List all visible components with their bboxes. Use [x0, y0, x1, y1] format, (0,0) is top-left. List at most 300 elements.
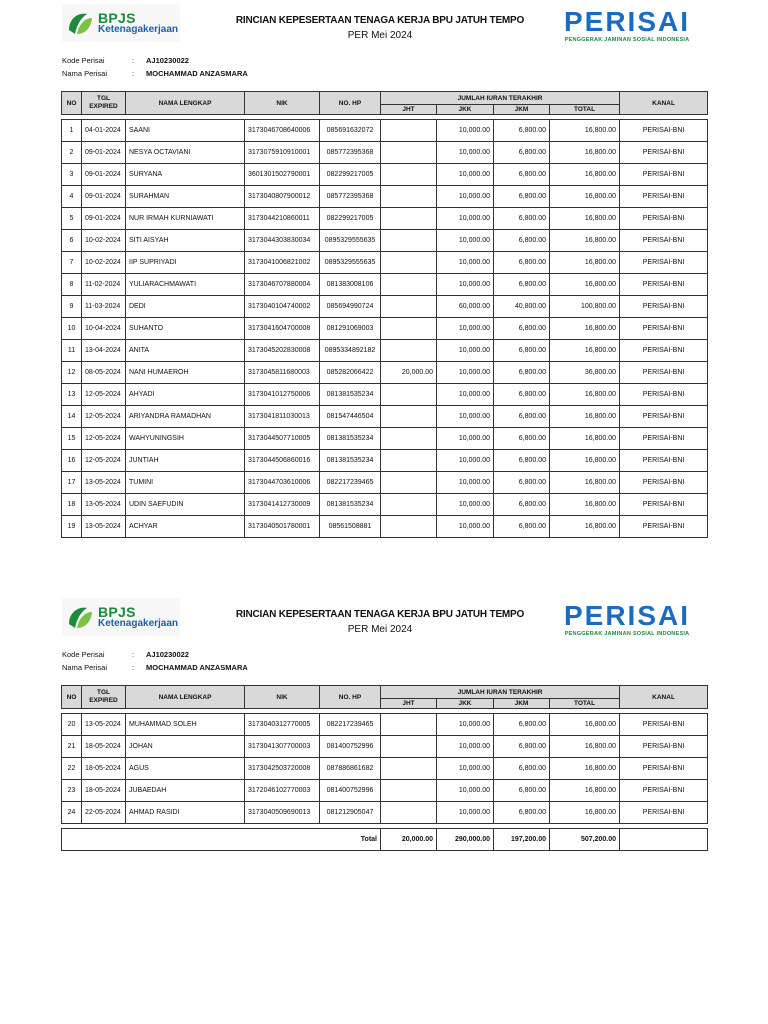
row-no: 9	[62, 296, 82, 318]
row-jkk: 10,000.00	[437, 406, 494, 428]
row-tgl: 12-05-2024	[82, 384, 126, 406]
row-tgl: 10-02-2024	[82, 252, 126, 274]
table-row	[62, 186, 708, 208]
row-kanal: PERISAI-BNI	[620, 186, 708, 208]
row-jkk: 10,000.00	[437, 780, 494, 802]
row-tgl: 11-03-2024	[82, 296, 126, 318]
row-nama: NESYA OCTAVIANI	[126, 142, 245, 164]
table-row	[62, 714, 708, 736]
row-nama: AGUS	[126, 758, 245, 780]
row-jht	[381, 758, 437, 780]
row-nama: SUHANTO	[126, 318, 245, 340]
row-hp: 081547446504	[320, 406, 381, 428]
row-no: 10	[62, 318, 82, 340]
row-hp: 082299217005	[320, 164, 381, 186]
bpjs-sub: Ketenagakerjaan	[98, 24, 179, 35]
row-kanal: PERISAI-BNI	[620, 516, 708, 538]
row-jkm: 6,800.00	[494, 384, 550, 406]
table-row	[62, 340, 708, 362]
col-jht-header: JHT	[381, 105, 437, 115]
row-tgl: 09-01-2024	[82, 186, 126, 208]
row-total: 16,800.00	[550, 252, 620, 274]
row-no: 3	[62, 164, 82, 186]
row-jkk: 10,000.00	[437, 472, 494, 494]
row-total: 16,800.00	[550, 406, 620, 428]
page-subtitle: PER Mei 2024	[347, 30, 413, 41]
row-total: 16,800.00	[550, 472, 620, 494]
row-jkm: 6,800.00	[494, 780, 550, 802]
row-hp: 081381535234	[320, 428, 381, 450]
row-total: 16,800.00	[550, 428, 620, 450]
row-nama: JUBAEDAH	[126, 780, 245, 802]
row-kanal: PERISAI-BNI	[620, 362, 708, 384]
row-jkk: 10,000.00	[437, 186, 494, 208]
row-nama: ARIYANDRA RAMADHAN	[126, 406, 245, 428]
bpjs-sub: Ketenagakerjaan	[98, 618, 179, 629]
row-jkm: 6,800.00	[494, 736, 550, 758]
row-nama: JUNTIAH	[126, 450, 245, 472]
row-no: 4	[62, 186, 82, 208]
nama-label: Nama Perisai	[62, 663, 108, 672]
row-nama: NANI HUMAEROH	[126, 362, 245, 384]
row-hp: 0895334892182	[320, 340, 381, 362]
row-no: 19	[62, 516, 82, 538]
row-total: 16,800.00	[550, 164, 620, 186]
row-nik: 3173045811680003	[245, 362, 320, 384]
row-jht: 20,000.00	[381, 362, 437, 384]
row-jkm: 6,800.00	[494, 120, 550, 142]
row-no: 24	[62, 802, 82, 824]
col-total-header: TOTAL	[550, 699, 620, 709]
row-nik: 3173041604700008	[245, 318, 320, 340]
col-iuran-header: JUMLAH IURAN TERAKHIR	[381, 92, 620, 105]
row-jkk: 10,000.00	[437, 494, 494, 516]
row-total: 16,800.00	[550, 186, 620, 208]
row-nama: AHYADI	[126, 384, 245, 406]
row-nama: IIP SUPRIYADI	[126, 252, 245, 274]
col-jkk-header: JKK	[437, 105, 494, 115]
row-jkm: 6,800.00	[494, 318, 550, 340]
row-nama: SAANI	[126, 120, 245, 142]
row-nama: JOHAN	[126, 736, 245, 758]
row-nik: 3173040312770005	[245, 714, 320, 736]
row-nama: ACHYAR	[126, 516, 245, 538]
row-tgl: 13-05-2024	[82, 494, 126, 516]
row-jkk: 10,000.00	[437, 428, 494, 450]
perisai-logo-word: PERISAI	[563, 6, 691, 37]
row-jkk: 10,000.00	[437, 120, 494, 142]
row-total: 16,800.00	[550, 340, 620, 362]
row-total: 16,800.00	[550, 230, 620, 252]
row-nik: 3173040104740002	[245, 296, 320, 318]
row-jkk: 10,000.00	[437, 362, 494, 384]
row-tgl: 10-02-2024	[82, 230, 126, 252]
table-row	[62, 428, 708, 450]
row-nik: 3173044303830034	[245, 230, 320, 252]
row-hp: 085282066422	[320, 362, 381, 384]
nama-separator: :	[132, 663, 135, 672]
row-hp: 081400752996	[320, 780, 381, 802]
row-nik: 3173040807900012	[245, 186, 320, 208]
row-jht	[381, 736, 437, 758]
row-jkm: 6,800.00	[494, 516, 550, 538]
row-total: 100,800.00	[550, 296, 620, 318]
table-body-2	[62, 714, 708, 851]
nama-perisai-line	[62, 663, 248, 672]
row-no: 20	[62, 714, 82, 736]
row-jkk: 10,000.00	[437, 164, 494, 186]
row-nama: SURAHMAN	[126, 186, 245, 208]
table-row	[62, 164, 708, 186]
nama-label: Nama Perisai	[62, 69, 108, 78]
row-jkk: 10,000.00	[437, 142, 494, 164]
row-nik: 3173046708640006	[245, 120, 320, 142]
row-jkm: 6,800.00	[494, 142, 550, 164]
row-total: 16,800.00	[550, 384, 620, 406]
kode-value: AJ10230022	[146, 56, 189, 65]
row-nik: 3173041006821002	[245, 252, 320, 274]
row-total: 16,800.00	[550, 516, 620, 538]
row-total: 16,800.00	[550, 274, 620, 296]
row-kanal: PERISAI-BNI	[620, 252, 708, 274]
row-jkm: 6,800.00	[494, 230, 550, 252]
row-tgl: 22-05-2024	[82, 802, 126, 824]
row-total: 16,800.00	[550, 758, 620, 780]
row-no: 11	[62, 340, 82, 362]
row-tgl: 13-05-2024	[82, 714, 126, 736]
row-no: 13	[62, 384, 82, 406]
row-tgl: 12-05-2024	[82, 428, 126, 450]
row-nik: 3173042503720008	[245, 758, 320, 780]
row-kanal: PERISAI-BNI	[620, 714, 708, 736]
row-nik: 3173075910910001	[245, 142, 320, 164]
row-total: 36,800.00	[550, 362, 620, 384]
row-kanal: PERISAI-BNI	[620, 164, 708, 186]
table-row	[62, 494, 708, 516]
row-jkm: 6,800.00	[494, 472, 550, 494]
nama-separator: :	[132, 69, 135, 78]
row-nik: 3173044210860011	[245, 208, 320, 230]
row-tgl: 13-05-2024	[82, 516, 126, 538]
row-kanal: PERISAI-BNI	[620, 208, 708, 230]
col-nama-header: NAMA LENGKAP	[126, 686, 245, 709]
row-hp: 085691632072	[320, 120, 381, 142]
col-total-header: TOTAL	[550, 105, 620, 115]
row-total: 16,800.00	[550, 736, 620, 758]
row-jkm: 6,800.00	[494, 406, 550, 428]
row-jht	[381, 384, 437, 406]
col-tgl-header: TGL EXPIRED	[82, 686, 126, 709]
row-jht	[381, 780, 437, 802]
total-label: Total	[62, 829, 381, 851]
row-no: 15	[62, 428, 82, 450]
row-nik: 3173041412730009	[245, 494, 320, 516]
row-nama: YULIARACHMAWATI	[126, 274, 245, 296]
col-jkm-header: JKM	[494, 105, 550, 115]
row-hp: 081400752996	[320, 736, 381, 758]
row-tgl: 13-04-2024	[82, 340, 126, 362]
nama-perisai-line	[62, 69, 248, 78]
row-no: 7	[62, 252, 82, 274]
table-row	[62, 274, 708, 296]
row-jkm: 6,800.00	[494, 494, 550, 516]
row-hp: 087886861682	[320, 758, 381, 780]
row-jkm: 6,800.00	[494, 362, 550, 384]
col-nik-header: NIK	[245, 92, 320, 115]
row-nama: MUHAMMAD SOLEH	[126, 714, 245, 736]
row-nama: ANITA	[126, 340, 245, 362]
col-nama-header: NAMA LENGKAP	[126, 92, 245, 115]
row-hp: 085694990724	[320, 296, 381, 318]
row-tgl: 08-05-2024	[82, 362, 126, 384]
row-kanal: PERISAI-BNI	[620, 274, 708, 296]
total-kanal-empty	[620, 829, 708, 851]
row-nama: AHMAD RASIDI	[126, 802, 245, 824]
row-nama: SITI AISYAH	[126, 230, 245, 252]
row-jht	[381, 142, 437, 164]
kode-label: Kode Perisai	[62, 56, 105, 65]
row-hp: 081381535234	[320, 450, 381, 472]
row-jht	[381, 164, 437, 186]
bpjs-leaf-icon	[65, 8, 95, 38]
row-no: 8	[62, 274, 82, 296]
row-no: 12	[62, 362, 82, 384]
row-tgl: 18-05-2024	[82, 758, 126, 780]
nama-value: MOCHAMMAD ANZASMARA	[146, 663, 248, 672]
row-tgl: 04-01-2024	[82, 120, 126, 142]
row-kanal: PERISAI-BNI	[620, 802, 708, 824]
row-total: 16,800.00	[550, 780, 620, 802]
row-jht	[381, 406, 437, 428]
row-jht	[381, 472, 437, 494]
row-kanal: PERISAI-BNI	[620, 780, 708, 802]
row-tgl: 10-04-2024	[82, 318, 126, 340]
total-jht: 20,000.00	[381, 829, 437, 851]
bpjs-logo	[62, 598, 180, 636]
row-jkm: 6,800.00	[494, 340, 550, 362]
row-nik: 3173040501780001	[245, 516, 320, 538]
row-kanal: PERISAI-BNI	[620, 428, 708, 450]
row-total: 16,800.00	[550, 802, 620, 824]
row-jkm: 6,800.00	[494, 252, 550, 274]
perisai-logo-word: PERISAI	[563, 600, 691, 631]
row-hp: 081381535234	[320, 494, 381, 516]
row-no: 5	[62, 208, 82, 230]
row-jkm: 6,800.00	[494, 164, 550, 186]
col-iuran-header: JUMLAH IURAN TERAKHIR	[381, 686, 620, 699]
perisai-tagline: PENGGERAK JAMINAN SOSIAL INDONESIA	[564, 37, 690, 43]
table-row	[62, 318, 708, 340]
row-jht	[381, 186, 437, 208]
page-subtitle: PER Mei 2024	[347, 624, 413, 635]
table-row	[62, 516, 708, 538]
row-tgl: 12-05-2024	[82, 406, 126, 428]
table-row	[62, 736, 708, 758]
table-body-1	[62, 120, 708, 538]
row-no: 1	[62, 120, 82, 142]
col-hp-header: NO. HP	[320, 686, 381, 709]
col-no-header: NO	[62, 686, 82, 709]
row-kanal: PERISAI-BNI	[620, 296, 708, 318]
table-row	[62, 208, 708, 230]
row-nama: UDIN SAEFUDIN	[126, 494, 245, 516]
row-no: 16	[62, 450, 82, 472]
row-kanal: PERISAI-BNI	[620, 758, 708, 780]
row-jkm: 6,800.00	[494, 186, 550, 208]
row-hp: 0895329555635	[320, 252, 381, 274]
row-tgl: 12-05-2024	[82, 450, 126, 472]
row-nik: 3173045202830008	[245, 340, 320, 362]
row-hp: 082217239465	[320, 714, 381, 736]
row-hp: 08561508881	[320, 516, 381, 538]
row-hp: 0895329555635	[320, 230, 381, 252]
row-jht	[381, 274, 437, 296]
row-kanal: PERISAI-BNI	[620, 406, 708, 428]
col-jkk-header: JKK	[437, 699, 494, 709]
row-no: 21	[62, 736, 82, 758]
row-jkm: 6,800.00	[494, 208, 550, 230]
row-nik: 3173040509690013	[245, 802, 320, 824]
col-jkm-header: JKM	[494, 699, 550, 709]
row-jht	[381, 252, 437, 274]
row-total: 16,800.00	[550, 450, 620, 472]
row-kanal: PERISAI-BNI	[620, 736, 708, 758]
row-hp: 081383008106	[320, 274, 381, 296]
bpjs-name: BPJS	[98, 604, 136, 620]
perisai-logo	[548, 602, 706, 638]
table-row	[62, 472, 708, 494]
row-jkk: 10,000.00	[437, 758, 494, 780]
kode-separator: :	[132, 56, 135, 65]
kode-perisai-line	[62, 650, 189, 659]
row-jkk: 10,000.00	[437, 230, 494, 252]
row-tgl: 11-02-2024	[82, 274, 126, 296]
row-no: 23	[62, 780, 82, 802]
row-jkk: 10,000.00	[437, 450, 494, 472]
row-jkm: 6,800.00	[494, 714, 550, 736]
col-no-header: NO	[62, 92, 82, 115]
row-jht	[381, 208, 437, 230]
row-total: 16,800.00	[550, 120, 620, 142]
row-hp: 081291069003	[320, 318, 381, 340]
bpjs-logo	[62, 4, 180, 42]
bpjs-leaf-icon	[65, 602, 95, 632]
row-hp: 081381535234	[320, 384, 381, 406]
row-nik: 3173044703610006	[245, 472, 320, 494]
row-jkk: 10,000.00	[437, 802, 494, 824]
row-jkk: 10,000.00	[437, 318, 494, 340]
page-title: RINCIAN KEPESERTAAN TENAGA KERJA BPU JATUH TEMPO	[235, 15, 525, 26]
col-kanal-header: KANAL	[620, 92, 708, 115]
total-jkm: 197,200.00	[494, 829, 550, 851]
row-nik: 3173041811030013	[245, 406, 320, 428]
row-jkk: 10,000.00	[437, 736, 494, 758]
row-nik: 3173044506860016	[245, 450, 320, 472]
row-hp: 085772395368	[320, 186, 381, 208]
table-row	[62, 230, 708, 252]
row-jkk: 10,000.00	[437, 714, 494, 736]
row-kanal: PERISAI-BNI	[620, 142, 708, 164]
row-nik: 3173046707880004	[245, 274, 320, 296]
row-no: 14	[62, 406, 82, 428]
nama-value: MOCHAMMAD ANZASMARA	[146, 69, 248, 78]
col-nik-header: NIK	[245, 686, 320, 709]
table-row	[62, 252, 708, 274]
row-jht	[381, 120, 437, 142]
row-jkk: 10,000.00	[437, 274, 494, 296]
row-no: 18	[62, 494, 82, 516]
table-row	[62, 296, 708, 318]
row-kanal: PERISAI-BNI	[620, 450, 708, 472]
row-no: 2	[62, 142, 82, 164]
row-nama: DEDI	[126, 296, 245, 318]
row-kanal: PERISAI-BNI	[620, 494, 708, 516]
row-kanal: PERISAI-BNI	[620, 384, 708, 406]
row-nama: TUMINI	[126, 472, 245, 494]
row-nik: 3172046102770003	[245, 780, 320, 802]
kode-perisai-line	[62, 56, 189, 65]
table-row	[62, 142, 708, 164]
row-kanal: PERISAI-BNI	[620, 318, 708, 340]
row-tgl: 18-05-2024	[82, 780, 126, 802]
row-tgl: 18-05-2024	[82, 736, 126, 758]
row-nama: SURYANA	[126, 164, 245, 186]
col-tgl-header: TGL EXPIRED	[82, 92, 126, 115]
table-row	[62, 780, 708, 802]
row-tgl: 13-05-2024	[82, 472, 126, 494]
row-jht	[381, 340, 437, 362]
row-jkm: 6,800.00	[494, 274, 550, 296]
row-jkk: 10,000.00	[437, 516, 494, 538]
row-nik: 3601301502790001	[245, 164, 320, 186]
perisai-logo	[548, 8, 706, 44]
row-jkm: 6,800.00	[494, 802, 550, 824]
page-title: RINCIAN KEPESERTAAN TENAGA KERJA BPU JATUH TEMPO	[235, 609, 525, 620]
row-jht	[381, 494, 437, 516]
total-total: 507,200.00	[550, 829, 620, 851]
row-total: 16,800.00	[550, 494, 620, 516]
row-jht	[381, 516, 437, 538]
row-jht	[381, 296, 437, 318]
row-jkk: 60,000.00	[437, 296, 494, 318]
row-no: 6	[62, 230, 82, 252]
row-hp: 085772395368	[320, 142, 381, 164]
row-no: 17	[62, 472, 82, 494]
bpjs-name: BPJS	[98, 10, 136, 26]
table-row	[62, 362, 708, 384]
table-row	[62, 384, 708, 406]
row-jht	[381, 714, 437, 736]
row-jht	[381, 802, 437, 824]
table-row	[62, 758, 708, 780]
row-jkm: 6,800.00	[494, 428, 550, 450]
table-row	[62, 406, 708, 428]
row-nik: 3173041012750006	[245, 384, 320, 406]
row-jkm: 6,800.00	[494, 758, 550, 780]
row-total: 16,800.00	[550, 142, 620, 164]
row-kanal: PERISAI-BNI	[620, 340, 708, 362]
row-hp: 082217239465	[320, 472, 381, 494]
row-hp: 081212905047	[320, 802, 381, 824]
row-kanal: PERISAI-BNI	[620, 472, 708, 494]
row-jkk: 10,000.00	[437, 340, 494, 362]
col-jht-header: JHT	[381, 699, 437, 709]
row-jht	[381, 230, 437, 252]
row-jkm: 40,800.00	[494, 296, 550, 318]
kode-value: AJ10230022	[146, 650, 189, 659]
table-row	[62, 802, 708, 824]
participants-table-2	[61, 685, 708, 851]
